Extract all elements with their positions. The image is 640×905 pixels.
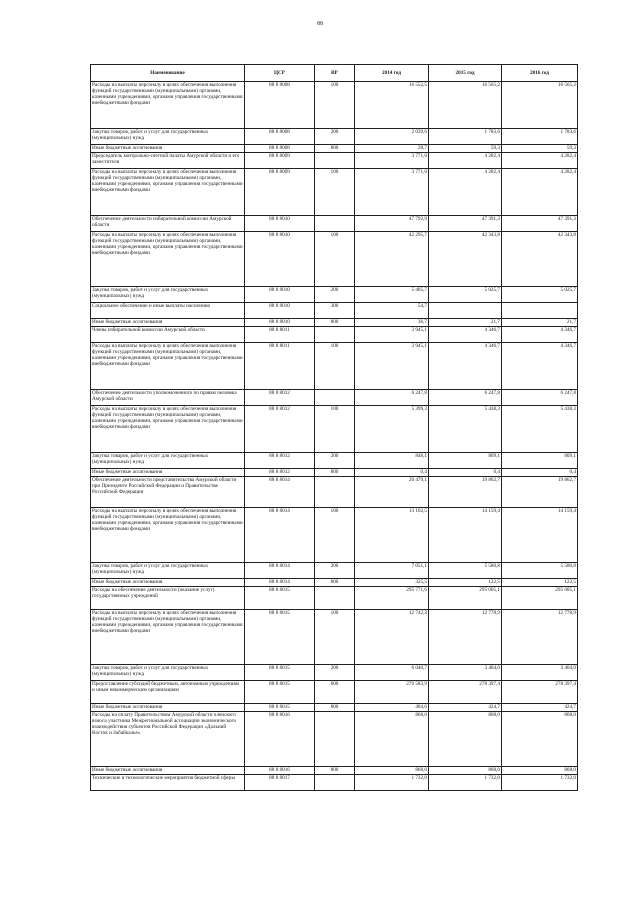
page-number: 88 bbox=[317, 21, 323, 27]
row-2015: 6 247,8 bbox=[429, 390, 502, 406]
row-2014: 1 732,0 bbox=[355, 775, 429, 791]
row-vr bbox=[315, 775, 355, 791]
table-row bbox=[91, 303, 578, 319]
row-2015: 122,5 bbox=[429, 579, 502, 587]
table-row bbox=[91, 232, 578, 287]
row-name: Предоставление субсидий бюджетным, автономным учреждениям и иным некоммерческим организациям bbox=[91, 681, 245, 704]
table-row bbox=[91, 287, 578, 303]
row-vr bbox=[315, 587, 355, 610]
row-2014: 848,1 bbox=[355, 453, 429, 469]
row-2016: 42 343,8 bbox=[502, 232, 578, 287]
row-2014: 3 771,0 bbox=[355, 153, 429, 169]
row-2014: 12 742,3 bbox=[355, 610, 429, 665]
row-2015: 16 565,2 bbox=[429, 82, 502, 129]
row-csr: 88 8 8016 bbox=[245, 767, 315, 775]
table-row bbox=[91, 477, 578, 508]
table-row bbox=[91, 665, 578, 681]
row-vr: 200 bbox=[315, 129, 355, 145]
row-vr: 800 bbox=[315, 145, 355, 153]
row-vr: 300 bbox=[315, 303, 355, 319]
table-row bbox=[91, 145, 578, 153]
row-vr bbox=[315, 477, 355, 508]
row-2014: 36,7 bbox=[355, 319, 429, 327]
row-2015: 424,7 bbox=[429, 704, 502, 712]
row-2014: 13 102,5 bbox=[355, 508, 429, 563]
row-csr: 88 8 8015 bbox=[245, 665, 315, 681]
row-2016: 16 565,2 bbox=[502, 82, 578, 129]
row-2014: 3 771,0 bbox=[355, 169, 429, 216]
row-vr: 800 bbox=[315, 704, 355, 712]
row-vr: 100 bbox=[315, 232, 355, 287]
row-2016: 59,3 bbox=[502, 145, 578, 153]
budget-table bbox=[90, 64, 578, 791]
row-2014: 5 399,3 bbox=[355, 406, 429, 453]
row-2014: 276 583,9 bbox=[355, 681, 429, 704]
row-name: Обеспечение деятельности представительства Амурской области при Президенте Российской Федерации и Правительстве Российской Федерации bbox=[91, 477, 245, 508]
row-csr: 88 8 8015 bbox=[245, 704, 315, 712]
table-row bbox=[91, 587, 578, 610]
row-2015: 278 397,4 bbox=[429, 681, 502, 704]
table-row bbox=[91, 775, 578, 791]
table-row bbox=[91, 469, 578, 477]
row-name: Иные бюджетные ассигнования bbox=[91, 469, 245, 477]
row-csr: 88 8 8010 bbox=[245, 216, 315, 232]
row-2016: 21,7 bbox=[502, 319, 578, 327]
row-2015: 14 159,4 bbox=[429, 508, 502, 563]
row-2014: 404,6 bbox=[355, 704, 429, 712]
row-2016: 809,1 bbox=[502, 453, 578, 469]
row-2015: 59,3 bbox=[429, 145, 502, 153]
table-row bbox=[91, 704, 578, 712]
row-2016: 19 862,7 bbox=[502, 477, 578, 508]
row-vr: 100 bbox=[315, 406, 355, 453]
table-row bbox=[91, 390, 578, 406]
table-row bbox=[91, 319, 578, 327]
row-vr bbox=[315, 390, 355, 406]
row-2014: 325,5 bbox=[355, 579, 429, 587]
row-csr: 88 8 8014 bbox=[245, 508, 315, 563]
row-vr: 100 bbox=[315, 610, 355, 665]
row-vr: 200 bbox=[315, 665, 355, 681]
row-2014: 20 479,1 bbox=[355, 477, 429, 508]
row-2016: 14 159,4 bbox=[502, 508, 578, 563]
row-vr bbox=[315, 216, 355, 232]
row-name: Расходы на выплаты персоналу в целях обеспечения выполнения функций государственными (муниципальными) органами, казенными учреждениями, органами управления государственными внебюджетными фондами bbox=[91, 610, 245, 665]
row-csr: 88 8 8015 bbox=[245, 587, 315, 610]
row-csr: 88 8 8008 bbox=[245, 129, 315, 145]
header-2016: 2016 год bbox=[502, 65, 578, 82]
row-csr: 88 8 8011 bbox=[245, 343, 315, 390]
row-csr: 88 8 8010 bbox=[245, 232, 315, 287]
row-vr: 100 bbox=[315, 508, 355, 563]
row-2014: 47 792,9 bbox=[355, 216, 429, 232]
row-2015: 5 580,8 bbox=[429, 563, 502, 579]
row-2016: 12 778,9 bbox=[502, 610, 578, 665]
table-row bbox=[91, 343, 578, 390]
row-name: Технические и технологические мероприятия бюджетной сферы bbox=[91, 775, 245, 791]
row-name: Расходы на выплаты персоналу в целях обеспечения выполнения функций государственными (муниципальными) органами, казенными учреждениями, органами управления государственными внебюджетными фондами bbox=[91, 406, 245, 453]
table-row bbox=[91, 681, 578, 704]
row-2015: 809,1 bbox=[429, 453, 502, 469]
row-2014: 2 039,6 bbox=[355, 129, 429, 145]
row-csr: 88 8 8017 bbox=[245, 775, 315, 791]
row-2016: 1 783,6 bbox=[502, 129, 578, 145]
row-2015: 5 438,3 bbox=[429, 406, 502, 453]
row-vr: 200 bbox=[315, 287, 355, 303]
table-row bbox=[91, 453, 578, 469]
row-2015: 47 391,3 bbox=[429, 216, 502, 232]
row-csr: 88 8 8015 bbox=[245, 610, 315, 665]
table-row bbox=[91, 508, 578, 563]
row-csr: 88 8 8012 bbox=[245, 453, 315, 469]
row-2015: 21,7 bbox=[429, 319, 502, 327]
table-row bbox=[91, 82, 578, 129]
row-2016: 0,4 bbox=[502, 469, 578, 477]
row-2014: 42 295,7 bbox=[355, 232, 429, 287]
row-2016: 4 346,7 bbox=[502, 327, 578, 343]
row-2016: 295 005,1 bbox=[502, 587, 578, 610]
row-2015: 4 346,7 bbox=[429, 327, 502, 343]
row-2015: 1 783,6 bbox=[429, 129, 502, 145]
row-2015: 1 732,0 bbox=[429, 775, 502, 791]
header-name: Наименование bbox=[91, 65, 245, 82]
row-name: Иные бюджетные ассигнования bbox=[91, 319, 245, 327]
table-row bbox=[91, 712, 578, 767]
row-vr: 100 bbox=[315, 343, 355, 390]
table-row bbox=[91, 327, 578, 343]
row-2014: 54,7 bbox=[355, 303, 429, 319]
table-row bbox=[91, 610, 578, 665]
row-csr: 88 8 8008 bbox=[245, 82, 315, 129]
row-2016: 4 282,4 bbox=[502, 153, 578, 169]
row-name: Иные бюджетные ассигнования bbox=[91, 767, 245, 775]
row-csr: 88 8 8010 bbox=[245, 319, 315, 327]
row-2016: 5 438,3 bbox=[502, 406, 578, 453]
table-row bbox=[91, 129, 578, 145]
row-2015: 0,4 bbox=[429, 469, 502, 477]
row-name: Члены избирательной комиссии Амурской области bbox=[91, 327, 245, 343]
row-name: Закупка товаров, работ и услуг для государственных (муниципальных) нужд bbox=[91, 453, 245, 469]
table-row bbox=[91, 406, 578, 453]
row-vr: 800 bbox=[315, 319, 355, 327]
row-name: Обеспечение деятельности избирательной комиссии Амурской области bbox=[91, 216, 245, 232]
row-2014: 3 945,1 bbox=[355, 327, 429, 343]
row-2014: 868,0 bbox=[355, 712, 429, 767]
row-name: Расходы на выплаты персоналу в целях обеспечения выполнения функций государственными (муниципальными) органами, казенными учреждениями, органами управления государственными внебюджетными фондами bbox=[91, 343, 245, 390]
row-2015: 4 346,7 bbox=[429, 343, 502, 390]
row-name: Расходы на обеспечение деятельности (оказание услуг) государственных учреждений bbox=[91, 587, 245, 610]
row-csr: 88 8 8008 bbox=[245, 145, 315, 153]
header-2014: 2014 год bbox=[355, 65, 429, 82]
row-2014: 5 405,7 bbox=[355, 287, 429, 303]
row-2014: 6 247,8 bbox=[355, 390, 429, 406]
row-csr: 88 8 8012 bbox=[245, 469, 315, 477]
row-2016: 4 346,7 bbox=[502, 343, 578, 390]
row-2016: 122,5 bbox=[502, 579, 578, 587]
row-2015: 295 005,1 bbox=[429, 587, 502, 610]
row-vr: 200 bbox=[315, 563, 355, 579]
row-2015: 12 778,9 bbox=[429, 610, 502, 665]
row-2016: 868,0 bbox=[502, 767, 578, 775]
row-csr: 88 8 8009 bbox=[245, 153, 315, 169]
row-vr bbox=[315, 712, 355, 767]
header-csr: ЦСР bbox=[245, 65, 315, 82]
row-vr: 800 bbox=[315, 579, 355, 587]
header-vr: ВР bbox=[315, 65, 355, 82]
row-2014: 868,0 bbox=[355, 767, 429, 775]
row-csr: 88 8 8009 bbox=[245, 169, 315, 216]
row-name: Закупка товаров, работ и услуг для государственных (муниципальных) нужд bbox=[91, 665, 245, 681]
row-vr: 200 bbox=[315, 453, 355, 469]
table-row bbox=[91, 153, 578, 169]
row-csr: 88 8 8016 bbox=[245, 712, 315, 767]
header-2015: 2015 год bbox=[429, 65, 502, 82]
row-2016: 3 404,0 bbox=[502, 665, 578, 681]
row-2016: 424,7 bbox=[502, 704, 578, 712]
row-vr bbox=[315, 153, 355, 169]
row-2015: 868,0 bbox=[429, 712, 502, 767]
row-2016: 5 025,7 bbox=[502, 287, 578, 303]
row-name: Иные бюджетные ассигнования bbox=[91, 579, 245, 587]
row-name: Закупка товаров, работ и услуг для государственных (муниципальных) нужд bbox=[91, 129, 245, 145]
row-csr: 88 8 8014 bbox=[245, 477, 315, 508]
row-name: Председатель контрольно-счетной палаты Амурской области и его заместители bbox=[91, 153, 245, 169]
row-name: Расходы на оплату Правительством Амурской области членского взноса участника Межрегиональной ассоциации экономического взаимодействия субъектов Российской Федерации «Дальний Восток и Забайкалье» bbox=[91, 712, 245, 767]
row-2015: 4 282,4 bbox=[429, 153, 502, 169]
row-2014: 295 771,6 bbox=[355, 587, 429, 610]
row-vr: 800 bbox=[315, 767, 355, 775]
row-2016: 47 391,3 bbox=[502, 216, 578, 232]
row-name: Закупка товаров, работ и услуг для государственных (муниципальных) нужд bbox=[91, 287, 245, 303]
row-2015: 42 343,8 bbox=[429, 232, 502, 287]
row-vr: 100 bbox=[315, 169, 355, 216]
row-2014: 16 552,5 bbox=[355, 82, 429, 129]
row-name: Расходы на выплаты персоналу в целях обеспечения выполнения функций государственными (муниципальными) органами, казенными учреждениями, органами управления государственными внебюджетными фондами bbox=[91, 232, 245, 287]
table-row bbox=[91, 767, 578, 775]
row-csr: 88 8 8014 bbox=[245, 579, 315, 587]
row-vr: 600 bbox=[315, 681, 355, 704]
row-2015 bbox=[429, 303, 502, 319]
row-csr: 88 8 8014 bbox=[245, 563, 315, 579]
row-2016 bbox=[502, 303, 578, 319]
row-2016: 1 732,0 bbox=[502, 775, 578, 791]
row-name: Расходы на выплаты персоналу в целях обеспечения выполнения функций государственными (муниципальными) органами, казенными учреждениями, органами управления государственными внебюджетными фондами bbox=[91, 82, 245, 129]
row-vr: 800 bbox=[315, 469, 355, 477]
row-csr: 88 8 8010 bbox=[245, 303, 315, 319]
row-2015: 19 862,7 bbox=[429, 477, 502, 508]
row-csr: 88 8 8015 bbox=[245, 681, 315, 704]
row-2016: 4 282,4 bbox=[502, 169, 578, 216]
row-name: Обеспечение деятельности уполномоченного по правам человека Амурской области bbox=[91, 390, 245, 406]
table-header-row bbox=[91, 65, 578, 82]
row-csr: 88 8 8010 bbox=[245, 287, 315, 303]
row-2014: 28,7 bbox=[355, 145, 429, 153]
table-row bbox=[91, 216, 578, 232]
row-name: Закупка товаров, работ и услуг для государственных (муниципальных) нужд bbox=[91, 563, 245, 579]
row-2014: 6 040,7 bbox=[355, 665, 429, 681]
row-2016: 5 580,8 bbox=[502, 563, 578, 579]
row-2016: 868,0 bbox=[502, 712, 578, 767]
table-row bbox=[91, 579, 578, 587]
row-csr: 88 8 8012 bbox=[245, 390, 315, 406]
row-2016: 6 247,8 bbox=[502, 390, 578, 406]
row-2016: 278 397,4 bbox=[502, 681, 578, 704]
row-2015: 3 404,0 bbox=[429, 665, 502, 681]
row-2015: 868,0 bbox=[429, 767, 502, 775]
table-row bbox=[91, 169, 578, 216]
row-2014: 7 051,1 bbox=[355, 563, 429, 579]
row-csr: 88 8 8011 bbox=[245, 327, 315, 343]
row-name: Расходы на выплаты персоналу в целях обеспечения выполнения функций государственными (муниципальными) органами, казенными учреждениями, органами управления государственными внебюджетными фондами bbox=[91, 169, 245, 216]
row-2014: 3 945,1 bbox=[355, 343, 429, 390]
table-row bbox=[91, 563, 578, 579]
row-name: Расходы на выплаты персоналу в целях обеспечения выполнения функций государственными (муниципальными) органами, казенными учреждениями, органами управления государственными внебюджетными фондами bbox=[91, 508, 245, 563]
row-vr bbox=[315, 327, 355, 343]
row-name: Иные бюджетные ассигнования bbox=[91, 145, 245, 153]
row-vr: 100 bbox=[315, 82, 355, 129]
row-name: Социальное обеспечение и иные выплаты населению bbox=[91, 303, 245, 319]
row-2015: 5 025,7 bbox=[429, 287, 502, 303]
row-csr: 88 8 8012 bbox=[245, 406, 315, 453]
row-2014: 0,4 bbox=[355, 469, 429, 477]
row-name: Иные бюджетные ассигнования bbox=[91, 704, 245, 712]
row-2015: 4 282,4 bbox=[429, 169, 502, 216]
